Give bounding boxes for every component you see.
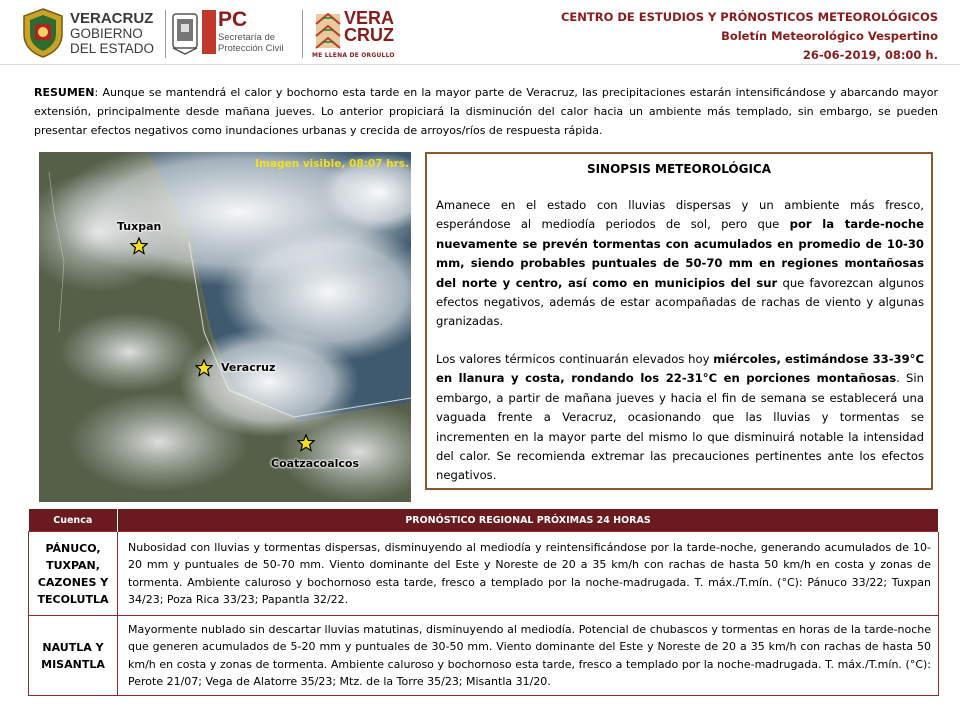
synopsis-title: SINOPSIS METEOROLÓGICA xyxy=(586,162,772,176)
forecast-cell: Nubosidad con lluvias y tormentas dispersas, disminuyendo al mediodía y reintensificándose por la tarde-noche, generando acumulados de 10-20 mm y puntuales de 50-70 mm. Viento dominante del Este y Noreste de 20 a 35 km/h con rachas de hasta 50 km/h en costa y zonas de tormenta. Ambiente caluroso y bochornoso esta tarde, fresco a templado por la noche-madrugada. T. máx./T.mín. (°C): Pánuco 33/22; Tuxpan 34/23; Poza Rica 33/23; Papantla 32/22. xyxy=(118,532,939,616)
logo3-line2: CRUZ xyxy=(344,25,394,45)
synopsis-paragraph-2 xyxy=(436,350,924,486)
proteccion-civil-logo xyxy=(170,6,300,62)
synopsis-paragraph-1 xyxy=(436,196,924,332)
synopsis-p1-text-a: Amanece en el estado con lluvias dispersas y un ambiente más fresco, esperándose al mediodía periodos de sol, pero que xyxy=(436,198,924,232)
red-bar xyxy=(202,10,216,54)
synopsis-p1-text-c: que favorezcan algunos efectos negativos, además de estar acompañadas de rachas de viento y algunas granizadas. xyxy=(436,275,924,329)
synopsis-box xyxy=(425,152,933,490)
bulletin-title: Boletín Meteorológico Vespertino xyxy=(721,29,938,43)
header-pronostico: PRONÓSTICO REGIONAL PRÓXIMAS 24 HORAS xyxy=(118,509,939,532)
logo2-line2: Protección Civil xyxy=(218,43,284,54)
aztec-pattern-icon xyxy=(314,12,342,52)
logo1-line1: VERACRUZ xyxy=(70,10,154,27)
logo2-line1: Secretaría de xyxy=(218,32,276,43)
logo2-title: PC xyxy=(218,8,248,31)
header-info xyxy=(561,8,938,65)
summary-paragraph xyxy=(34,83,938,140)
city-label-tuxpan: Tuxpan xyxy=(117,220,162,233)
zone-cell: PÁNUCO, TUXPAN, CAZONES Y TECOLUTLA xyxy=(29,532,118,616)
veracruz-government-logo xyxy=(18,6,158,62)
satellite-image xyxy=(39,152,411,502)
logo-divider xyxy=(165,10,166,58)
header-divider xyxy=(0,64,960,65)
synopsis-p2-text-b: miércoles, estimándose 33-39°C en llanura y costa, rondando los 22-31°C en porciones montañosas xyxy=(436,352,924,386)
star-marker-icon xyxy=(297,434,315,452)
forecast-table xyxy=(28,509,939,696)
summary-text: : Aunque se mantendrá el calor y bochorno esta tarde en la mayor parte de Veracruz, las precipitaciones estarán intensificándose y abarcando mayor extensión, principalmente desde mañana jueves. Lo anterior propiciará la disminución del calor hacia un ambiente más templado, sin embargo, se pueden presentar efectos negativos como inundaciones urbanas y crecida de arroyos/ríos de respuesta rápida. xyxy=(34,86,938,137)
satellite-caption: Imagen visible, 08:07 hrs. xyxy=(255,158,409,170)
veracruz-brand-logo xyxy=(312,6,395,62)
table-row xyxy=(29,532,939,616)
table-header-row xyxy=(29,509,939,532)
logo3-line1: VERA xyxy=(344,8,395,28)
satellite-scene xyxy=(39,152,411,502)
star-marker-icon xyxy=(130,237,148,255)
synopsis-p1-text-b: por la tarde-noche nuevamente se prevén tormentas con acumulados en promedio de 10-30 mm, siendo probables puntuales de 50-70 mm en regiones montañosas del norte y centro, así como en municipios del sur xyxy=(436,217,925,290)
header-cuenca: Cuenca xyxy=(29,509,118,532)
coat-of-arms-icon xyxy=(170,10,200,56)
city-label-coatzacoalcos: Coatzacoalcos xyxy=(271,457,360,470)
table-row xyxy=(29,616,939,696)
forecast-cell: Mayormente nublado sin descartar lluvias matutinas, disminuyendo al mediodía. Potencial de chubascos y tormentas en horas de la tarde-noche que generen acumulados de 5-20 mm y puntuales de 30-50 mm. Viento dominante del Este y Noreste de 20 a 35 km/h con rachas de hasta 50 km/h en costa y zonas de tormenta. Ambiente caluroso y bochornoso esta tarde, fresco a templado por la noche-madrugada. T. máx./T.mín. (°C): Perote 21/07; Vega de Alatorre 35/23; Mtz. de la Torre 35/23; Misantla 31/20. xyxy=(118,616,939,696)
center-title: CENTRO DE ESTUDIOS Y PRÓNOSTICOS METEOROLÓGICOS xyxy=(560,10,938,24)
star-marker-icon xyxy=(195,359,213,377)
bulletin-datetime: 26-06-2019, 08:00 h. xyxy=(802,48,938,62)
synopsis-p2-text-c: . Sin embargo, a partir de mañana jueves y hacia el fin de semana se establecerá una vaguada frente a Veracruz, ocasionando que las lluvias y tormentas se incrementen en la mayor parte del mismo lo que disminuirá notable la intensidad del calor. Se recomienda extremar las precauciones pertinentes ante los efectos negativos. xyxy=(436,371,924,483)
synopsis-p2-text-a: Los valores térmicos continuarán elevados hoy xyxy=(436,352,714,366)
city-label-veracruz: Veracruz xyxy=(221,361,276,374)
logo1-line3: DEL ESTADO xyxy=(70,41,155,56)
zone-cell: NAUTLA Y MISANTLA xyxy=(29,616,118,696)
summary-label: RESUMEN xyxy=(34,86,95,99)
logo-divider xyxy=(302,10,303,58)
logo1-line2: GOBIERNO xyxy=(70,26,143,41)
shield-icon xyxy=(18,6,68,60)
logo3-tagline: ME LLENA DE ORGULLO xyxy=(312,52,395,59)
